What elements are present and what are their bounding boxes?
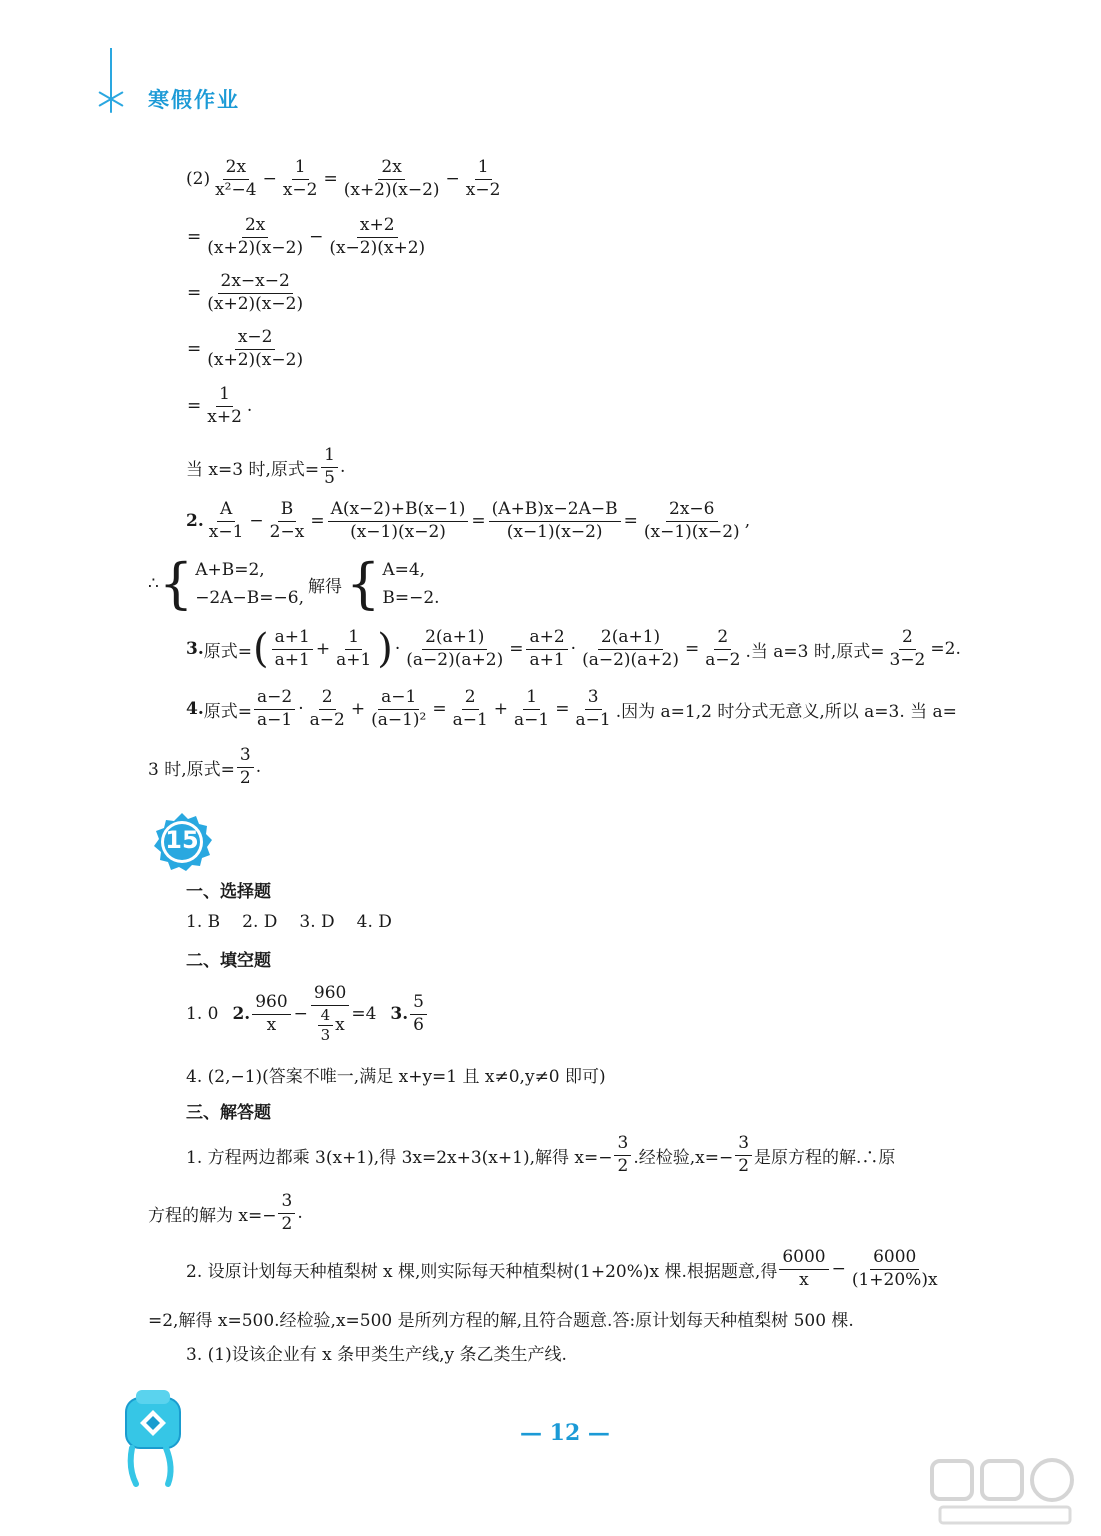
numerator: 5 [410,993,427,1015]
text: 2. 设原计划每天种植梨树 x 棵,则实际每天种植梨树(1+20%)x 棵.根据题意,得 [186,1261,778,1282]
fraction [212,158,259,200]
fraction [204,385,245,427]
question-number: 3. [390,1004,409,1025]
denominator: (x−1)(x−2) [350,521,446,542]
fraction [307,688,348,730]
numerator: 2x [223,158,249,180]
operator: = [323,169,338,190]
numerator: 6000 [870,1248,919,1270]
text: =2. [930,639,961,660]
q4-line2 [148,746,261,788]
section-badge-number: 15 [165,826,199,854]
text: =4 [351,1004,377,1025]
denominator: 5 [324,467,335,488]
numerator: 1 [321,446,338,468]
operator: · [570,639,577,660]
fraction [403,628,506,670]
operator: − [262,169,277,190]
solve-q2-line2: =2,解得 x=500.经检验,x=500 是所列方程的解,且符合题意.答:原计划每天种植梨树 500 棵. [148,1311,854,1331]
part2-line2 [186,216,430,258]
numerator: 1 [523,688,540,710]
fraction [333,628,374,670]
operator: · [394,639,401,660]
numerator: a+1 [272,628,313,650]
numerator: 3 [237,746,254,768]
numerator: (A+B)x−2A−B [489,500,621,522]
question-number: 2. [186,511,204,532]
denominator: a−2 [705,649,741,670]
section-heading: 一、选择题 [186,882,271,902]
denominator: a−1 [257,709,293,730]
punctuation: . [255,757,262,778]
denominator: x [266,1014,277,1035]
text: 3 时,原式= [148,759,235,780]
fraction [641,500,743,542]
numerator: 6000 [779,1248,828,1270]
text: .经检验,x=− [633,1147,734,1168]
section-heading: 三、解答题 [186,1103,271,1123]
denominator: (x−1)(x−2) [643,521,740,542]
operator: = [187,339,202,360]
denominator: 3 [320,1025,331,1044]
denominator: (a−2)(a+2) [406,649,504,670]
numerator: 1 [345,628,362,650]
denominator: a−1 [452,709,488,730]
denominator: (x−1)(x−2) [506,521,603,542]
numerator: 2(a+1) [422,628,487,650]
operator: − [445,169,460,190]
numerator: 2 [899,628,916,650]
answer: 4. D [356,912,392,932]
fraction [849,1248,941,1290]
numerator: 3 [278,1192,295,1214]
part2-label: (2) [186,169,211,190]
fraction [511,688,552,730]
fraction [614,1134,631,1176]
denominator: 3−2 [889,649,926,670]
fraction [252,993,290,1035]
page-number: — 12 — [520,1420,610,1446]
denominator: a−1 [575,709,611,730]
answer: 1. B [186,912,221,932]
fraction [526,628,567,670]
solve-q2-line1 [186,1248,943,1290]
part2-line1 [186,158,505,200]
operator: + [315,639,331,660]
fraction [204,328,306,370]
text: .因为 a=1,2 时分式无意义,所以 a=3. 当 a= [615,701,957,722]
punctuation: . [297,1203,303,1224]
operator: = [471,511,486,532]
operator: = [187,283,202,304]
numerator: 2x [378,158,404,180]
question-number: 4. [186,699,204,720]
answer: 2. D [242,912,278,932]
left-brace: { [345,552,381,616]
operator: = [509,639,524,660]
fill-answer-4: 4. (2,−1)(答案不唯一,满足 x+y=1 且 x≠0,y≠0 即可) [186,1067,606,1087]
numerator: 3 [585,688,602,710]
text: 当 x=3 时,原式= [186,459,320,480]
numerator: A(x−2)+B(x−1) [328,500,469,522]
solve-q1-line2 [148,1192,303,1234]
fraction [368,688,429,730]
numerator: 960 [311,984,349,1006]
section-heading: 二、填空题 [186,951,271,971]
numerator: 960 [252,993,290,1015]
solve-q3-line: 3. (1)设该企业有 x 条甲类生产线,y 条乙类生产线. [186,1345,567,1365]
denominator: (x+2)(x−2) [207,349,304,370]
denominator: x−1 [208,521,244,542]
variable: x [335,1014,345,1035]
operator: = [187,396,202,417]
therefore-symbol: ∴ [148,574,159,595]
question-number: 2. [232,1004,251,1025]
watermark-logo-icon [930,1455,1080,1530]
choice-answers [186,912,392,932]
q2-line1 [186,500,750,542]
equation: A+B=2, [195,560,265,580]
denominator: x−2 [282,179,318,200]
left-brace: { [158,552,194,616]
operator: = [432,699,447,720]
denominator: x [799,1269,809,1290]
complex-fraction [311,984,349,1044]
fraction [887,628,929,670]
fraction [573,688,614,730]
fraction [206,500,247,542]
numerator: B [278,500,297,522]
answer: 1. 0 [186,1004,219,1025]
denominator: 2−x [269,521,305,542]
operator: − [831,1259,846,1280]
part2-line6 [186,446,345,488]
numerator: 2 [714,628,731,650]
operator: − [249,511,264,532]
denominator: 2 [281,1213,293,1234]
denominator: 2 [239,767,251,788]
text: 1. 方程两边都乘 3(x+1),得 3x=2x+3(x+1),解得 x=− [186,1147,613,1168]
operator: + [350,699,366,720]
denominator: (a−2)(a+2) [582,649,679,670]
denominator: a+1 [529,649,565,670]
fraction [463,158,504,200]
q3-line [186,626,961,673]
fraction [267,500,308,542]
question-number: 3. [186,639,204,660]
denominator: x−2 [465,179,501,200]
operator: = [623,511,638,532]
punctuation: , [744,511,751,532]
text: 原式= [203,641,252,662]
q2-system [148,552,440,616]
fraction [735,1134,752,1176]
fraction [272,628,313,670]
left-paren: ( [253,626,269,673]
operator: = [187,227,202,248]
fraction [237,746,254,788]
denominator: a−1 [514,709,550,730]
text: 解得 [307,576,342,597]
fraction [321,446,338,488]
denominator: (x+2)(x−2) [207,237,304,258]
numerator: 2 [319,688,336,710]
operator: − [309,227,324,248]
fraction [278,1192,295,1234]
numerator: 3 [614,1134,631,1156]
fraction [326,216,428,258]
fraction [410,993,427,1035]
numerator: x−2 [235,328,276,350]
part2-line4 [186,328,308,370]
numerator: 1 [216,385,233,407]
text: 原式= [203,701,252,722]
denominator: (x+2)(x−2) [207,293,304,314]
punctuation: . [246,396,253,417]
numerator: 4 [318,1007,334,1026]
denominator: (x−2)(x+2) [329,237,426,258]
equation: −2A−B=−6, [195,588,304,609]
denominator: a+1 [336,649,372,670]
numerator: 2x−6 [666,500,717,522]
denominator: 2 [738,1155,750,1176]
text: 是原方程的解.∴原 [754,1147,896,1168]
equation-system [195,556,304,612]
fraction [318,1007,334,1045]
fill-answers-line [186,984,429,1044]
numerator: x+2 [357,216,398,238]
fraction [779,1248,828,1290]
denominator: (a−1)² [371,709,427,730]
q4-line1 [186,688,957,730]
fraction [328,500,469,542]
numerator: 3 [735,1134,752,1156]
operator: = [555,699,570,720]
part2-line3 [186,272,308,314]
fraction [489,500,621,542]
denominator [313,1006,348,1045]
numerator: a−1 [378,688,419,710]
denominator: x²−4 [215,179,257,200]
operator: = [684,639,700,660]
text: .当 a=3 时,原式= [745,641,885,662]
snowflake-icon [96,84,126,114]
fraction [254,688,295,730]
punctuation: . [339,457,346,478]
numerator: A [217,500,235,522]
numerator: 1 [475,158,492,180]
equation: A=4, [382,560,426,580]
numerator: a+2 [526,628,567,650]
solve-q1-line1 [186,1134,895,1176]
backpack-mascot-icon [118,1388,188,1488]
denominator: x+2 [207,406,242,427]
numerator: 2x [242,216,268,238]
solution-system [382,556,439,612]
fraction [204,216,306,258]
part2-line5 [186,385,252,427]
text: 方程的解为 x=− [148,1205,277,1226]
right-paren: ) [377,626,393,673]
fraction [450,688,491,730]
fraction [204,272,306,314]
denominator: (x+2)(x−2) [343,179,440,200]
operator: − [293,1004,308,1025]
numerator: a−2 [254,688,295,710]
denominator: (1+20%)x [851,1269,938,1290]
fraction [341,158,443,200]
fraction [702,628,743,670]
operator: + [493,699,509,720]
header-title: 寒假作业 [148,88,240,112]
fraction [579,628,682,670]
operator: · [298,699,304,720]
numerator: 2 [462,688,479,710]
denominator: 6 [413,1014,424,1035]
denominator: 2 [617,1155,629,1176]
fraction [280,158,321,200]
denominator: a+1 [274,649,310,670]
denominator: a−2 [309,709,345,730]
answer: 3. D [299,912,335,932]
operator: = [310,511,325,532]
numerator: 2(a+1) [598,628,663,650]
equation: B=−2. [382,588,440,609]
numerator: 1 [292,158,309,180]
numerator: 2x−x−2 [218,272,293,294]
